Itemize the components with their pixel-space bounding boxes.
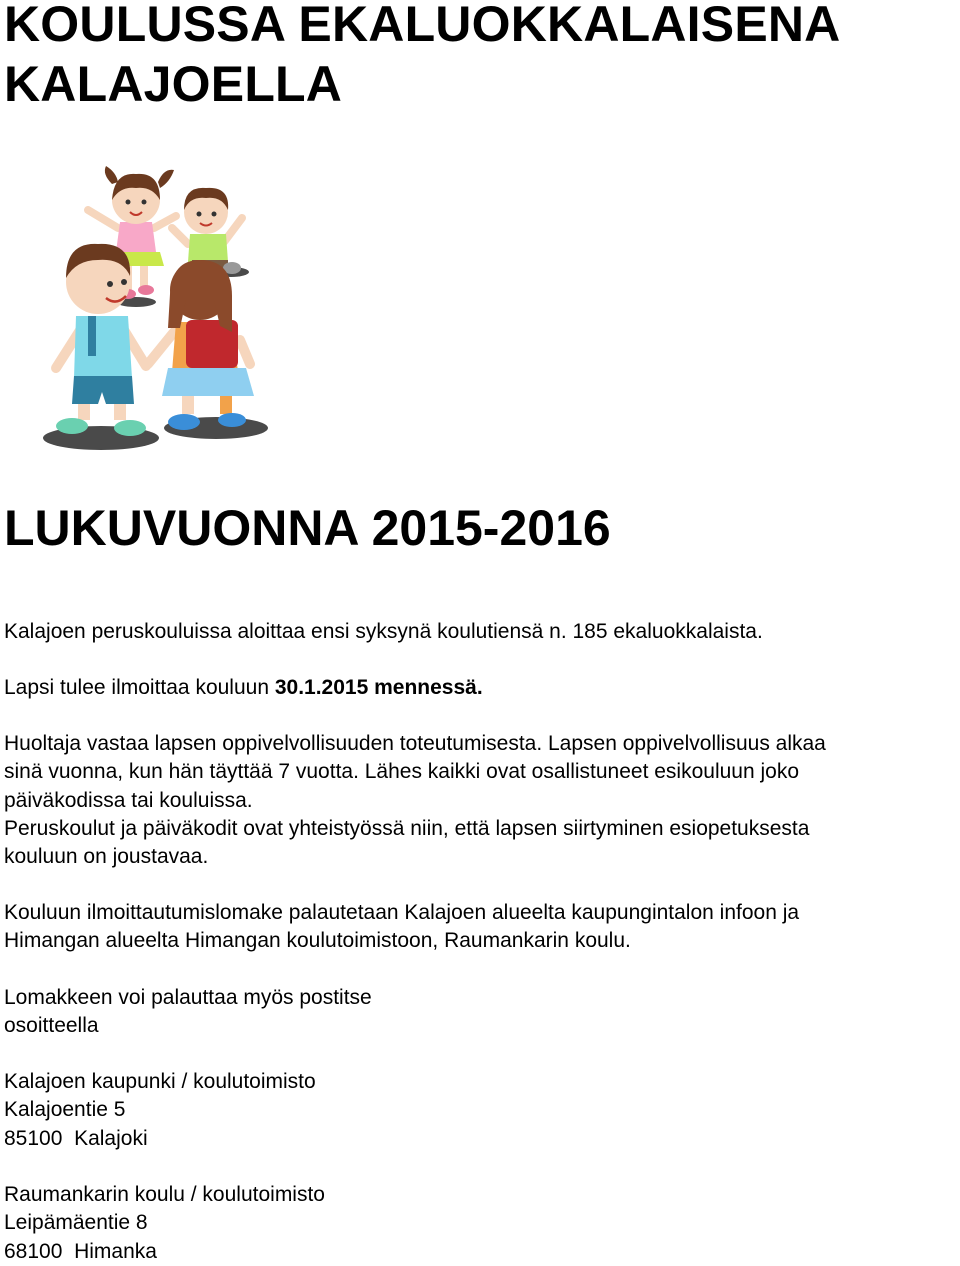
address-name: Kalajoen kaupunki / koulutoimisto xyxy=(4,1070,316,1093)
form-return-paragraph xyxy=(4,899,799,956)
text-line: kouluun on joustavaa. xyxy=(4,845,209,869)
text-line: päiväkodissa tai kouluissa. xyxy=(4,788,253,812)
title-line-2: KALAJOELLA xyxy=(4,56,343,112)
address-street: Kalajoentie 5 xyxy=(4,1098,126,1122)
compulsory-education-paragraph xyxy=(4,730,826,871)
text-line: Peruskoulut ja päiväkodit ovat yhteistyössä niin, että lapsen siirtyminen esiopetuksesta xyxy=(4,816,810,840)
school-year-heading: LUKUVUONNA 2015-2016 xyxy=(4,500,611,556)
children-playing-illustration xyxy=(36,160,276,460)
text-line: Himangan alueelta Himangan koulutoimistoon, Raumankarin koulu. xyxy=(4,929,631,953)
mail-paragraph xyxy=(4,984,372,1041)
page-title xyxy=(4,0,841,114)
registration-deadline: 30.1.2015 mennessä. xyxy=(274,676,483,699)
address-kalajoki xyxy=(4,1068,316,1153)
text-line: Lomakkeen voi palauttaa myös postitse xyxy=(4,986,372,1009)
intro-paragraph: Kalajoen peruskouluissa aloittaa ensi syksynä koulutiensä n. 185 ekaluokkalaista. xyxy=(4,620,763,643)
address-city: 68100 Himanka xyxy=(4,1239,157,1263)
address-street: Leipämäentie 8 xyxy=(4,1211,148,1235)
text-line: osoitteella xyxy=(4,1014,99,1038)
text-line: Kouluun ilmoittautumislomake palautetaan Kalajoen alueelta kaupungintalon infoon ja xyxy=(4,901,800,924)
text-line: Huoltaja vastaa lapsen oppivelvollisuuden toteutumisesta. Lapsen oppivelvollisuus alkaa xyxy=(4,732,826,755)
address-city: 85100 Kalajoki xyxy=(4,1126,148,1150)
address-himanka xyxy=(4,1181,325,1266)
address-name: Raumankarin koulu / koulutoimisto xyxy=(4,1183,325,1206)
registration-text: Lapsi tulee ilmoittaa kouluun xyxy=(4,676,275,699)
text-line: sinä vuonna, kun hän täyttää 7 vuotta. Lähes kaikki ovat osallistuneet esikouluun joko xyxy=(4,760,800,784)
registration-paragraph xyxy=(4,674,483,702)
title-line-1: KOULUSSA EKALUOKKALAISENA xyxy=(4,0,841,52)
